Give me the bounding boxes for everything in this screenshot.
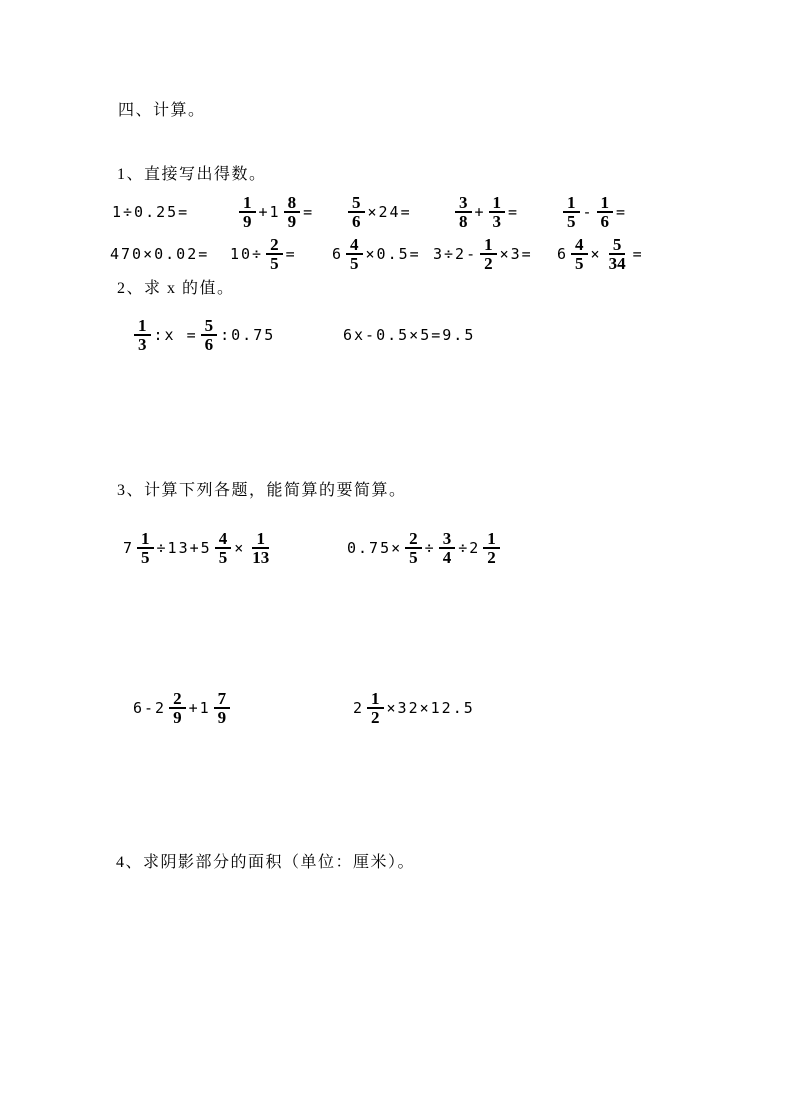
quick-calc-r2-e5 <box>557 234 644 274</box>
simplify-r1-e1 <box>123 528 276 568</box>
fraction-denominator: 6 <box>600 212 610 231</box>
fraction-numerator: 7 <box>214 691 231 709</box>
quick-calc-r2-e2 <box>230 234 297 274</box>
fraction <box>137 531 154 565</box>
fraction-numerator: 1 <box>483 531 500 549</box>
expression-text: = <box>285 245 297 263</box>
quick-calc-r2-e3 <box>332 234 421 274</box>
fraction <box>605 237 630 271</box>
fraction <box>284 195 301 229</box>
fraction-denominator: 4 <box>442 548 452 567</box>
fraction-denominator: 9 <box>173 708 182 727</box>
fraction-numerator: 4 <box>215 531 232 549</box>
simplify-r2-e1 <box>133 688 233 728</box>
quick-calc-r1-e5 <box>560 192 627 232</box>
expression-text: - <box>582 203 594 221</box>
part4-heading: 4、求阴影部分的面积（单位：厘米）。 <box>116 854 416 871</box>
fraction <box>248 531 273 565</box>
fraction-denominator: 5 <box>567 212 576 231</box>
expression-text: 1÷0.25= <box>112 203 190 221</box>
quick-calc-r1-e1 <box>112 192 189 232</box>
expression-text: 10÷ <box>230 245 264 263</box>
fraction-denominator: 5 <box>409 548 418 567</box>
fraction <box>597 195 614 229</box>
expression-text: ×24= <box>367 203 412 221</box>
fraction-numerator: 1 <box>239 195 256 213</box>
expression-text: 6 <box>557 245 569 263</box>
fraction <box>348 195 365 229</box>
quick-calc-r1-e4 <box>452 192 519 232</box>
expression-text: 6 <box>332 245 344 263</box>
fraction <box>169 691 186 725</box>
quick-calc-r2-e4 <box>433 234 533 274</box>
solve-x-equation-2 <box>343 315 475 355</box>
simplify-r2-e2 <box>353 688 475 728</box>
fraction-numerator: 1 <box>367 691 384 709</box>
fraction-denominator: 2 <box>371 708 380 727</box>
expression-text: = <box>616 203 628 221</box>
fraction-numerator: 4 <box>346 237 363 255</box>
fraction-numerator: 1 <box>489 195 506 213</box>
expression-text: :0.75 <box>220 326 276 344</box>
fraction-denominator: 3 <box>492 212 502 231</box>
fraction-numerator: 1 <box>597 195 614 213</box>
quick-calc-r1-e2 <box>236 192 314 232</box>
fraction <box>489 195 506 229</box>
expression-text: ÷13+5 <box>156 539 212 557</box>
fraction-denominator: 5 <box>575 254 584 273</box>
fraction-numerator: 2 <box>169 691 186 709</box>
fraction <box>480 237 497 271</box>
fraction-denominator: 6 <box>204 335 214 354</box>
fraction-denominator: 5 <box>350 254 359 273</box>
expression-text: 3÷2- <box>433 245 478 263</box>
fraction-denominator: 9 <box>243 212 252 231</box>
expression-text: ×3= <box>499 245 533 263</box>
fraction-numerator: 1 <box>252 531 269 549</box>
fraction <box>201 318 218 352</box>
fraction <box>571 237 588 271</box>
solve-x-equation-1 <box>131 315 275 355</box>
expression-text: :x = <box>153 326 198 344</box>
fraction <box>483 531 500 565</box>
fraction <box>455 195 472 229</box>
fraction-denominator: 9 <box>217 708 227 727</box>
expression-text: + <box>474 203 486 221</box>
fraction-denominator: 5 <box>270 254 279 273</box>
expression-text: +1 <box>258 203 281 221</box>
fraction-numerator: 1 <box>563 195 580 213</box>
part3-heading: 3、计算下列各题，能简算的要简算。 <box>117 482 407 499</box>
fraction-denominator: 2 <box>484 254 493 273</box>
expression-text: 6x-0.5×5=9.5 <box>343 326 476 344</box>
expression-text: = <box>508 203 520 221</box>
fraction-numerator: 5 <box>201 318 218 336</box>
expression-text: = <box>632 245 644 263</box>
expression-text: 6-2 <box>133 699 167 717</box>
expression-text: ×32×12.5 <box>386 699 475 717</box>
expression-text: 2 <box>353 699 365 717</box>
fraction-denominator: 3 <box>138 335 147 354</box>
fraction <box>134 318 151 352</box>
fraction <box>346 237 363 271</box>
expression-text: ÷ <box>424 539 436 557</box>
part2-heading: 2、求 x 的值。 <box>117 280 235 297</box>
fraction-denominator: 5 <box>218 548 228 567</box>
fraction <box>367 691 384 725</box>
fraction-denominator: 6 <box>352 212 361 231</box>
fraction-numerator: 5 <box>348 195 365 213</box>
fraction-numerator: 2 <box>405 531 422 549</box>
fraction-numerator: 5 <box>609 237 626 255</box>
fraction-denominator: 5 <box>141 548 150 567</box>
fraction <box>266 237 283 271</box>
fraction <box>215 531 232 565</box>
fraction-denominator: 34 <box>608 254 626 273</box>
fraction-denominator: 8 <box>459 212 468 231</box>
expression-text: 7 <box>123 539 135 557</box>
section-heading: 四、计算。 <box>118 102 206 119</box>
fraction <box>439 531 456 565</box>
expression-text: ÷2 <box>458 539 481 557</box>
quick-calc-r2-e1 <box>110 234 209 274</box>
expression-text: × <box>590 245 602 263</box>
fraction-numerator: 3 <box>439 531 456 549</box>
fraction-numerator: 1 <box>134 318 151 336</box>
fraction-numerator: 8 <box>284 195 301 213</box>
fraction-numerator: 2 <box>266 237 283 255</box>
expression-text: +1 <box>188 699 211 717</box>
expression-text: = <box>303 203 315 221</box>
part1-heading: 1、直接写出得数。 <box>117 166 267 183</box>
quick-calc-r1-e3 <box>345 192 412 232</box>
fraction-denominator: 13 <box>252 548 270 567</box>
fraction-numerator: 4 <box>571 237 588 255</box>
fraction-numerator: 1 <box>137 531 154 549</box>
fraction <box>239 195 256 229</box>
fraction-numerator: 3 <box>455 195 472 213</box>
simplify-r1-e2 <box>347 528 503 568</box>
fraction-denominator: 9 <box>287 212 297 231</box>
fraction-denominator: 2 <box>487 548 496 567</box>
expression-text: 470×0.02= <box>110 245 210 263</box>
expression-text: 0.75× <box>347 539 403 557</box>
fraction <box>214 691 231 725</box>
fraction <box>405 531 422 565</box>
fraction-numerator: 1 <box>480 237 497 255</box>
fraction <box>563 195 580 229</box>
expression-text: × <box>234 539 246 557</box>
expression-text: ×0.5= <box>365 245 421 263</box>
